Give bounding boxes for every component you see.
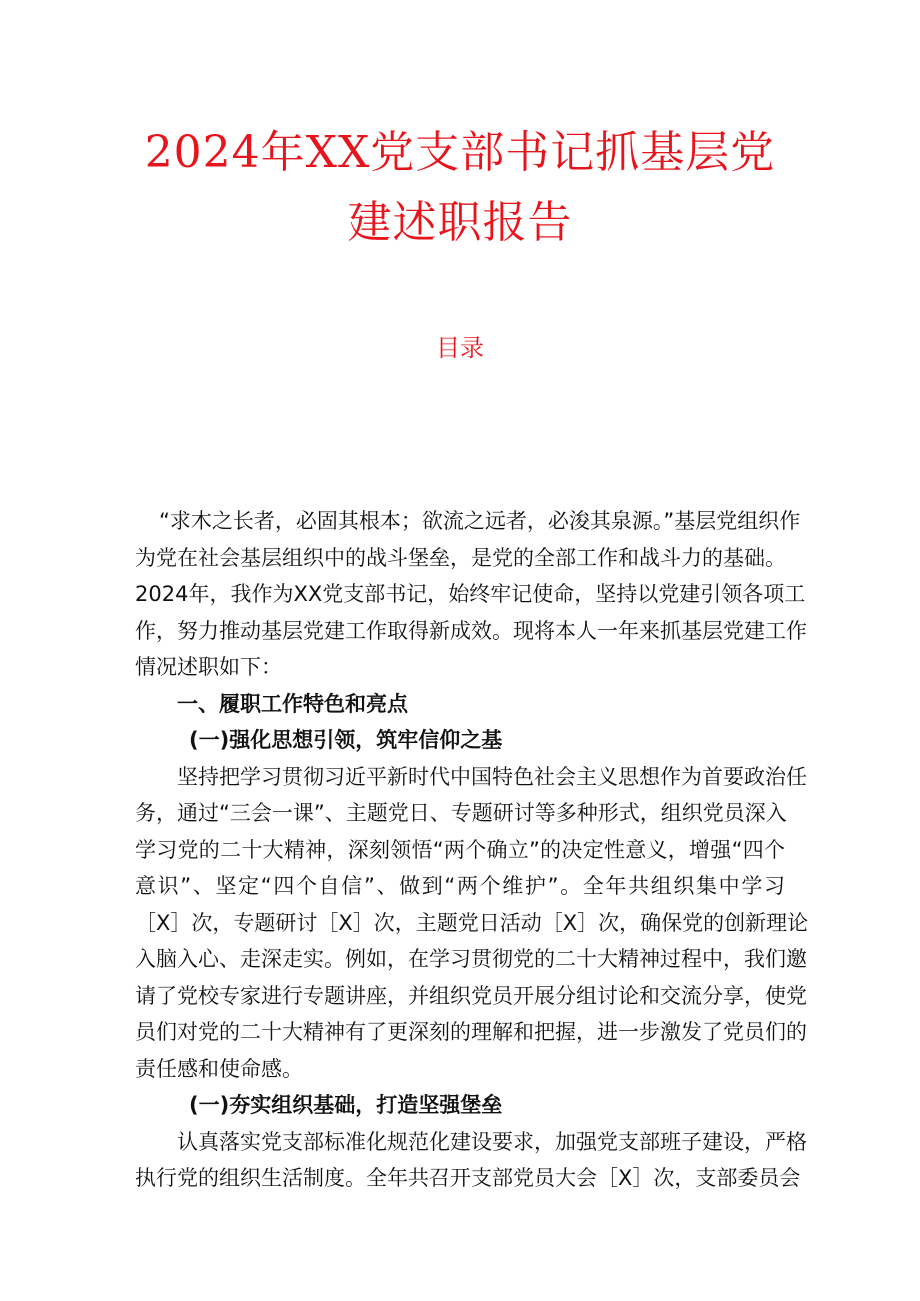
subsection-heading: (一)强化思想引领，筑牢信仰之基 (189, 728, 503, 752)
document-title-line-2: 建述职报告 (347, 197, 573, 248)
body-line: ［X］次，专题研讨［X］次，主题党日活动［X］次，确保党的创新理论 (135, 910, 809, 935)
body-line: 学习党的二十大精神，深刻领悟“两个确立”的决定性意义，增强“四个 (135, 837, 785, 862)
body-line: 坚持把学习贯彻习近平新时代中国特色社会主义思想作为首要政治任 (177, 764, 807, 789)
subsection-heading: (一)夯实组织基础，打造坚强堡垒 (189, 1093, 503, 1117)
body-line: 务，通过“三会一课”、主题党日、专题研讨等多种形式，组织党员深入 (135, 801, 787, 825)
body-line: 入脑入心、走深走实。例如，在学习贯彻党的二十大精神过程中，我们邀 (135, 947, 807, 971)
section-heading: 一、履职工作特色和亮点 (177, 691, 408, 716)
body-line: 2024年，我作为XX党支部书记，始终牢记使命，坚持以党建引领各项工 (135, 582, 806, 606)
body-line: 执行党的组织生活制度。全年共召开支部党员大会［X］次，支部委员会 (135, 1166, 801, 1190)
document-body (135, 503, 809, 1197)
body-line: 认真落实党支部标准化规范化建设要求，加强党支部班子建设，严格 (177, 1129, 807, 1154)
body-line: 意识”、坚定“四个自信”、做到“两个维护”。全年共组织集中学习 (135, 874, 785, 898)
body-line: 情况述职如下： (135, 655, 282, 679)
body-line: 为党在社会基层组织中的战斗堡垒，是党的全部工作和战斗力的基础。 (135, 545, 786, 570)
body-line: 作，努力推动基层党建工作取得新成效。现将本人一年来抓基层党建工作 (135, 618, 807, 643)
document-title-line-1: 2024年XX党支部书记抓基层党 (144, 127, 776, 178)
body-line: 责任感和使命感。 (135, 1056, 303, 1081)
body-line: 员们对党的二十大精神有了更深刻的理解和把握，进一步激发了党员们的 (135, 1020, 807, 1044)
body-line: 请了党校专家进行专题讲座，并组织党员开展分组讨论和交流分享，使党 (135, 983, 807, 1008)
body-line: “求木之长者，必固其根本；欲流之远者，必浚其泉源。”基层党组织作 (159, 509, 801, 533)
toc-heading: 目录 (436, 334, 484, 362)
